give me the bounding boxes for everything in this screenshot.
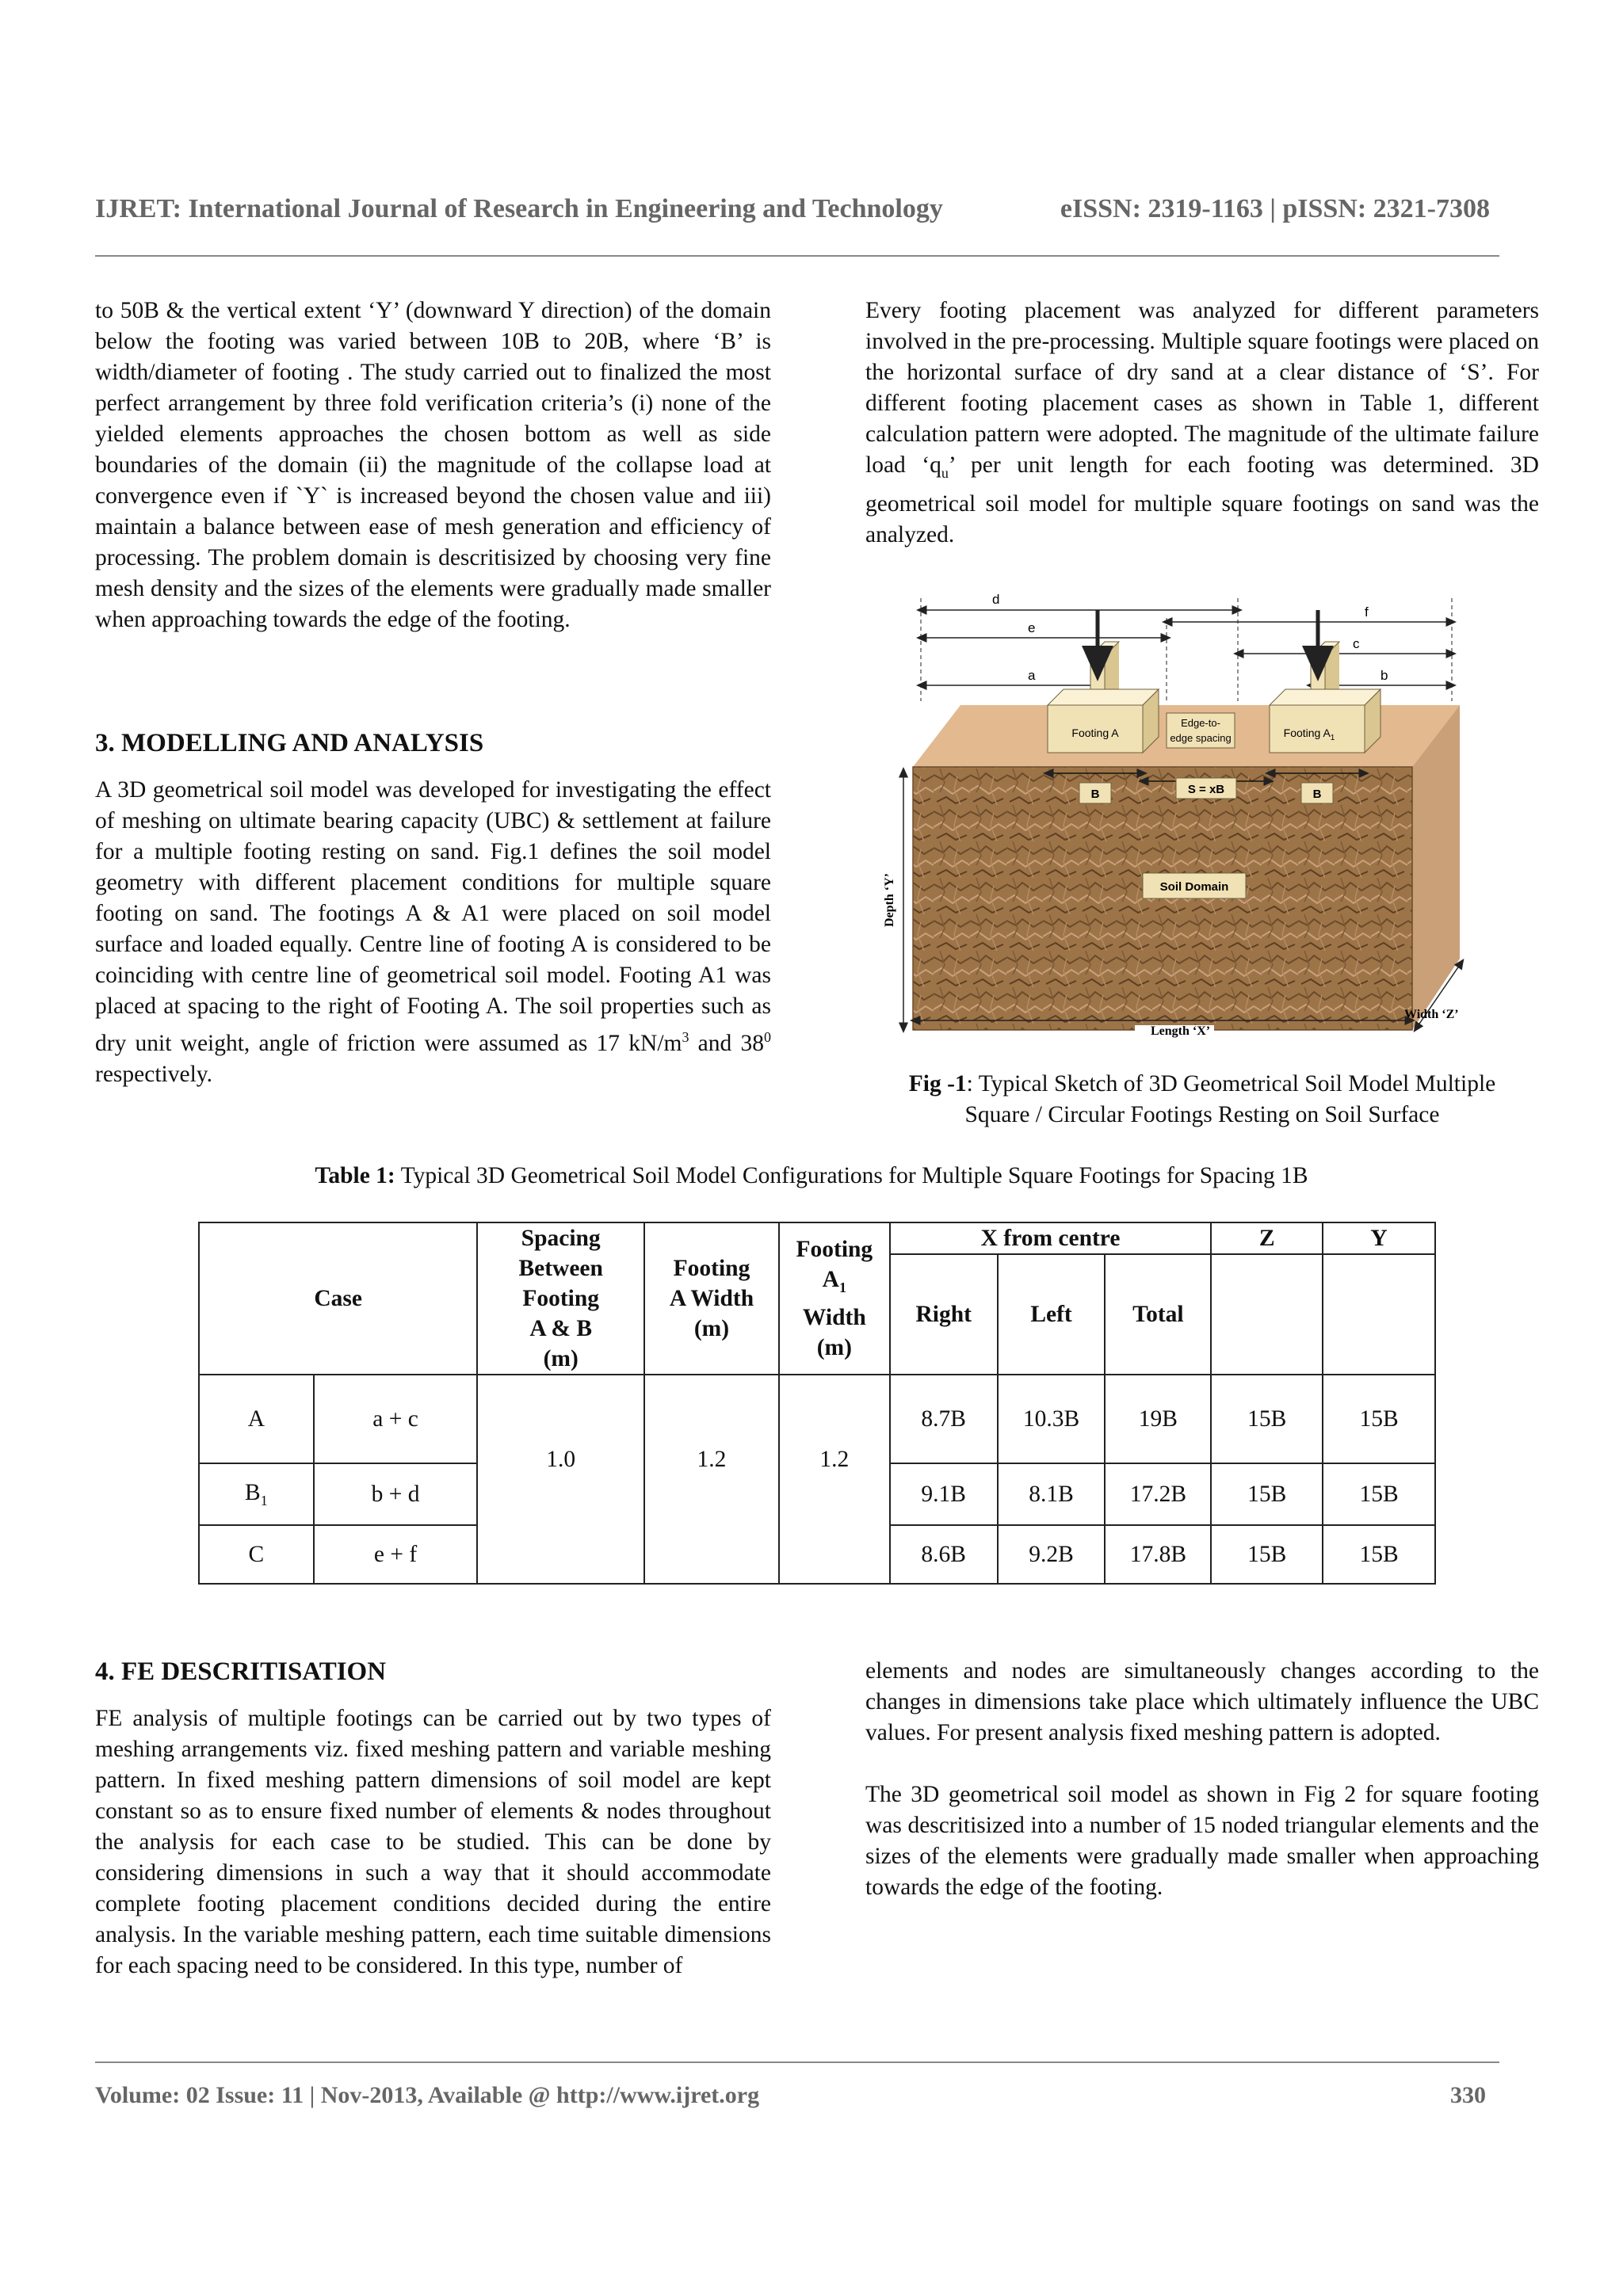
header-footing-a-width: Footing A Width (m) [644, 1222, 779, 1375]
header-total: Total [1105, 1254, 1211, 1375]
section-3-paragraph: A 3D geometrical soil model was developed for investigating the effect of meshing on ultimate bearing capacity (UBC) & settlement at failure for a multiple footing resting on sand. Fig.1 defines the soil model geometry with different placement conditions for multiple square footing on sand. The footings A & A1 were placed on soil model surface and loaded equally. Centre line of footing A is considered to be coinciding with centre line of geometrical soil model. Footing A1 was placed at spacing to the right of Footing A. The soil properties such as dry unit weight, angle of friction were assumed as 17 $kN/m^3$ and $38^0$ respectively. [95, 777, 771, 1087]
label-f: f [1365, 605, 1369, 620]
row-a-left: 10.3B [998, 1375, 1106, 1463]
row-a-y: 15B [1323, 1375, 1435, 1463]
footer-rule [95, 2061, 1499, 2063]
header-spacing: Spacing Between Footing A & B (m) [477, 1222, 644, 1375]
header-x-from-centre: X from centre [890, 1222, 1212, 1254]
header-case: Case [199, 1222, 477, 1375]
section-4-paragraph-right-1: elements and nodes are simultaneously changes according to the changes in dimensions take place which ultimately influence the UBC values. For present analysis fixed meshing pattern is adopted. [865, 1658, 1539, 1745]
placement-paragraph: Every footing placement was analyzed for different parameters involved in the pre-processing. Multiple square footings were placed on the horizontal surface of dry sand at a clear distance of ‘S’. For different footing placement cases as shown in Table 1, different calculation pattern were adopted. The magnitude of the ultimate failure load ‘$q_u$’ per unit length for each footing was determined. 3D geometrical soil model for multiple square footings on sand was the analyzed. [865, 298, 1539, 547]
table-1-caption: Table 1: Typical 3D Geometrical Soil Model Configurations for Multiple Square Footings for Spacing 1B [315, 1163, 1308, 1188]
intro-paragraph: to 50B & the vertical extent ‘Y’ (downward Y direction) of the domain below the footing was varied between 10B to 20B, where ‘B’ is width/diameter of footing . The study carried out to finalized the most perfect arrangement by three fold verification criteria’s (i) none of the yielded elements approaches the chosen bottom as well as side boundaries of the domain (ii) the magnitude of the collapse load at convergence even if `Y` is increased beyond the chosen value and iii) maintain a balance between ease of mesh generation and efficiency of processing. The problem domain is descritisized by choosing very fine mesh density and the sizes of the elements were gradually made smaller when approaching towards the edge of the footing. [95, 298, 771, 632]
label-b: b [1381, 668, 1388, 683]
label-soil-domain: Soil Domain [1159, 880, 1229, 894]
label-a: a [1028, 668, 1036, 683]
section-4-paragraph-right-2: The 3D geometrical soil model as shown in Fig 2 for square footing was descritisized into a number of 15 noded triangular elements and the sizes of the elements were gradually made smaller when approaching towards the edge of the footing. [865, 1782, 1539, 1900]
cell-a-width: 1.2 [644, 1375, 779, 1584]
row-c-left: 9.2B [998, 1525, 1106, 1584]
label-footing-a1: Footing $A_1$ [1283, 727, 1335, 742]
label-depth: Depth ‘Y’ [883, 873, 896, 927]
page-number: 330 [1450, 2082, 1486, 2108]
label-spacing: S = xB [1187, 783, 1225, 796]
row-b1-total: 17.2B [1105, 1463, 1211, 1525]
label-c: c [1353, 636, 1360, 651]
section-4-left-body [95, 1703, 771, 1981]
cell-a1-width: 1.2 [779, 1375, 890, 1584]
table-row [199, 1375, 1435, 1463]
row-a-total: 19B [1105, 1375, 1211, 1463]
section-4-paragraph-left: FE analysis of multiple footings can be carried out by two types of meshing arrangements viz. fixed meshing pattern and variable meshing pattern. In fixed meshing pattern dimensions of soil model are kept constant so as to ensure fixed number of elements & nodes throughout the analysis for each case to be studied. This can be done by considering dimensions in such a way that it should accommodate complete footing placement conditions decided during the entire analysis. In the variable meshing pattern, each time suitable dimensions for each spacing need to be considered. In this type, number of [95, 1706, 771, 1978]
row-c-case: C [199, 1525, 314, 1584]
fig-1-soil-model-sketch [883, 586, 1515, 1038]
page-footer [95, 2082, 1486, 2109]
row-a-z: 15B [1211, 1375, 1323, 1463]
row-a-right: 8.7B [890, 1375, 998, 1463]
row-b1-y: 15B [1323, 1463, 1435, 1525]
header-footing-a1-width: Footing $A_1$ Width (m) [779, 1222, 890, 1375]
label-b-right: B [1312, 788, 1322, 801]
row-a-combo: a + c [314, 1375, 478, 1463]
table-1 [198, 1222, 1436, 1585]
label-e: e [1028, 620, 1036, 635]
row-b1-left: 8.1B [998, 1463, 1106, 1525]
row-c-y: 15B [1323, 1525, 1435, 1584]
label-b-left: B [1090, 788, 1100, 801]
header-z: Z [1211, 1222, 1323, 1254]
header-rule [95, 255, 1499, 257]
row-c-right: 8.6B [890, 1525, 998, 1584]
header-y: Y [1323, 1222, 1435, 1254]
row-b1-case: $B_1$ [199, 1463, 314, 1525]
row-b1-z: 15B [1211, 1463, 1323, 1525]
label-edge-spacing: edge spacing [1170, 732, 1232, 744]
left-column-top [95, 296, 771, 635]
label-edge-to: Edge-to- [1181, 717, 1220, 729]
fig-1-caption: Fig -1: Typical Sketch of 3D Geometrical Soil Model Multiple Square / Circular Footings Resting on Soil Surface [908, 1071, 1496, 1127]
row-c-total: 17.8B [1105, 1525, 1211, 1584]
section-4-heading: 4. FE DESCRITISATION [95, 1657, 387, 1686]
row-b1-right: 9.1B [890, 1463, 998, 1525]
label-d: d [992, 592, 1000, 607]
section-3-heading: 3. MODELLING AND ANALYSIS [95, 729, 484, 757]
cell-spacing: 1.0 [477, 1375, 644, 1584]
fig-1-label: Fig -1 [908, 1071, 967, 1097]
section-4-right-body [865, 1656, 1539, 1903]
row-a-case: A [199, 1375, 314, 1463]
row-c-combo: e + f [314, 1525, 478, 1584]
header-left: Left [998, 1254, 1106, 1375]
label-footing-a: Footing A [1071, 727, 1119, 739]
table-1-label: Table 1: [315, 1163, 395, 1188]
right-column-top [865, 296, 1539, 551]
section-3-body [95, 775, 771, 1090]
journal-title: IJRET: International Journal of Research in Engineering and Technology [95, 194, 943, 223]
footer-volume-info: Volume: 02 Issue: 11 | Nov-2013, Available @ http://www.ijret.org [95, 2082, 760, 2108]
row-b1-combo: b + d [314, 1463, 478, 1525]
journal-issn: eISSN: 2319-1163 | pISSN: 2321-7308 [1060, 194, 1490, 223]
header-right: Right [890, 1254, 998, 1375]
label-length: Length ‘X’ [1151, 1024, 1211, 1038]
label-width: Width ‘Z’ [1404, 1008, 1459, 1021]
row-c-z: 15B [1211, 1525, 1323, 1584]
